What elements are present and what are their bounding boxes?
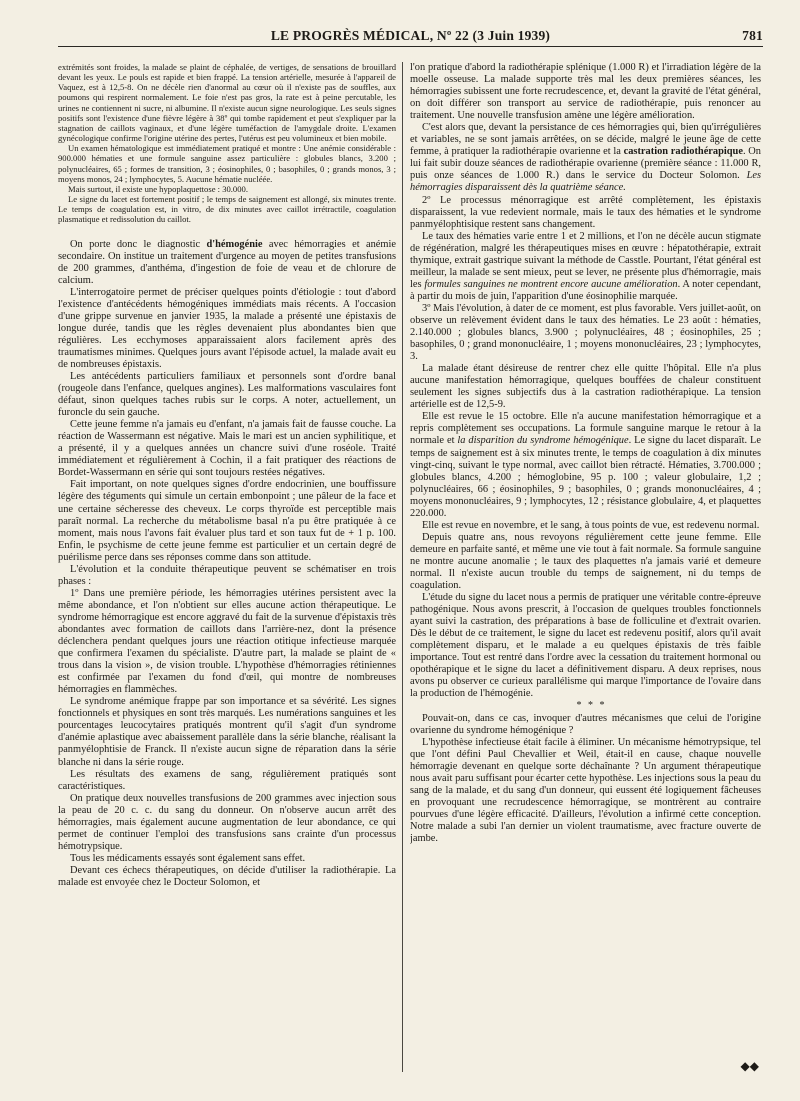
paragraph: Devant ces échecs thérapeutiques, on décide d'utiliser la radiothérapie. La malade est envoyée chez le Docteur Solomon, et bbox=[58, 864, 396, 888]
paragraph: L'étude du signe du lacet nous a permis de pratiquer une véritable contre-épreuve pathogénique. Nous avons prescrit, à l'occasion de quelques troubles fonctionnels ayant suivi la castration, des préparations à base de folliculine et d'extrait ovarien. Dès le début de ce traitement, le signe du lacet est redevenu positif, alors qu'il avait complètement disparu, et le malade a eu quelques épistaxis de très faible importance. Tout est rentré dans l'ordre avec la cessation du traitement hormonal ou opothérapique et le signe du lacet a définitivement disparu. A deux reprises, nous avons pu observer ce curieux parallélisme qui marque l'importance de l'ovaire dans la production de l'hémogénie. bbox=[410, 592, 761, 700]
paragraph: Les antécédents particuliers familiaux et personnels sont d'ordre banal (rougeole dans l'enfance, quelques angines). Les malformations vasculaires font défaut, sinon quelques taches rubis sur le corps. A noter, actuellement, un furoncle du sein gauche. bbox=[58, 371, 396, 419]
paragraph: Pouvait-on, dans ce cas, invoquer d'autres mécanismes que celui de l'origine ovarienne du syndrome hémogénique ? bbox=[410, 712, 761, 736]
paragraph: Elle est revue en novembre, et le sang, à tous points de vue, est redevenu normal. bbox=[422, 519, 760, 531]
paragraph: Mais surtout, il existe une hypoplaquettose : 30.000. bbox=[68, 183, 248, 194]
paragraph: La malade étant désireuse de rentrer chez elle quitte l'hôpital. Elle n'a plus aucune manifestation hémorragique, quelques bouffées de chaleur constituent seulement les signes subjectifs dus à la castration radiothérapique. La tension artérielle est de 12,5-9. bbox=[410, 363, 761, 411]
paragraph: Tous les médicaments essayés sont également sans effet. bbox=[70, 852, 306, 864]
section-separator-asterisks: * * * bbox=[576, 700, 607, 712]
paragraph: Un examen hématologique est immédiatement pratiqué et montre : Une anémie considérable : 900.000 hématies et une formule sanguine assez particulière : globules blancs, 3.200 ; polynucléaires, 65 ; formes de transition, 3 ; éosinophiles, 0 ; basophiles, 0 ; grands monos, 3 ; moyens monos, 24 ; lymphocytes, 5. Aucune hématie nucléée. bbox=[58, 143, 396, 184]
case-observation-small-print bbox=[58, 62, 396, 225]
paragraph: 3º Mais l'évolution, à dater de ce moment, est plus favorable. Vers juillet-août, on observe un relèvement évident dans le taux des hématies. Le 23 août : hématies, 2.140.000 ; globules blancs, 3.900 ; polynucléaires, 48 ; éosinophiles, 25 ; basophiles, 0 ; grand mononucléaire, 1 ; moyens mononucléaires, 23 ; lymphocytes, 3. bbox=[410, 302, 761, 363]
paragraph: Cette jeune femme n'a jamais eu d'enfant, n'a jamais fait de fausse couche. La réaction de Wassermann est négative. Mais le mari est un ancien syphilitique, et a présenté, il y a quelques années un chancre suivi d'une roséole. Traité immédiatement et régulièrement à Cochin, il a fait pratiquer des réactions de Bordet-Wassermann en série qui sont toujours restées négatives. bbox=[58, 419, 396, 479]
italic-emphasis: la disparition du syndrome hémogénique bbox=[457, 435, 629, 447]
paragraph: Le taux des hématies varie entre 1 et 2 millions, et l'on ne décèle aucun stigmate de régénération, malgré les thérapeutiques mises en œuvre : hépatothérapie, extrait thymique, extrait gastrique suivant la méthode de Casstle. Pourtant, l'état général est meilleur, la malade se sent mieux, peut se lever, ne présente plus d'hémorragie, mais les formules sanguines ne montrent encore aucune amélioration. A noter cependant, à partir du mois de juin, l'apparition d'une éosinophilie marquée. bbox=[410, 230, 761, 302]
paragraph: Elle est revue le 15 octobre. Elle n'a aucune manifestation hémorragique et a repris complètement ses occupations. La formule sanguine marque le retour à la normale et la disparition du syndrome hémogénique. Le signe du lacet disparaît. Le temps de saignement est à six minutes trente, le temps de coagulation à dix minutes vingt-cinq, suivant le type normal, avec caillot bien rétracté. Hématies, 3.700.000 ; globules blancs, 4.200 ; hémoglobine, 95 p. 100 ; valeur globulaire, 1,2 ; polynucléaires, 66 ; éosinophiles, 9 ; basophiles, 0 ; grands mononucléaires, 4 ; moyens mononucléaires, 9 ; lymphocytes, 12 ; résistance globulaire, 4, et plaquettes 220.000. bbox=[410, 411, 761, 519]
paragraph: On pratique deux nouvelles transfusions de 200 grammes avec injection sous la peau de 20 c. c. du sang du donneur. On n'observe aucun arrêt des hémorragies, mais également aucune augmentation de leur abondance, ce qui permet de continuer l'emploi des transfusions sans crainte d'un processus hémotrypsique. bbox=[58, 792, 396, 852]
right-column bbox=[410, 62, 761, 1072]
bold-term: d'hémogénie bbox=[206, 238, 263, 250]
left-column bbox=[58, 62, 396, 1072]
paragraph: 2º Le processus ménorragique est arrêté complètement, les épistaxis disparaissent, la vue redevient normale, mais le taux des hématies et le syndrome panmyélophtisique restent sans changement. bbox=[410, 194, 761, 230]
column-rule bbox=[402, 62, 403, 1072]
page-number: 781 bbox=[742, 28, 763, 43]
paragraph: extrémités sont froides, la malade se plaint de céphalée, de vertiges, de sensations de brouillard devant les yeux. Le pouls est rapide et bien frappé. La tension artérielle, mesurée à l'appareil de Vaquez, est à 12,5-8. On ne décèle rien d'anormal au cœur où il n'existe pas de souffles, aux poumons qui respirent normalement. Le foie n'est pas gros, la rate est à peine percutable, les urines ne contiennent ni sucre, ni albumine. Il n'existe aucun signe neurologique. Les seuls signes positifs sont l'existence d'une fièvre légère à 38º qui tombe rapidement et peut s'expliquer par la stagnation de caillots vaginaux, et d'une légère tuméfaction de l'amygdale droite. L'examen gynécologique confirme l'origine utérine des pertes, l'utérus est peu volumineux et bien mobile. bbox=[58, 62, 396, 144]
paragraph: On porte donc le diagnostic d'hémogénie avec hémorragies et anémie secondaire. On institue un traitement d'urgence au moyen de petites transfusions de 200 grammes, d'anthéma, d'ingestion de foie de veau et de chlorure de calcium. bbox=[58, 238, 396, 286]
paragraph: L'hypothèse infectieuse était facile à éliminer. Un mécanisme hémotrypsique, tel que l'ont défini Paul Chevallier et Weil, était-il en cause, chaque nouvelle hémorragie devenant en quelque sorte déchaînante ? Un argument thérapeutique nous avait paru suffisant pour écarter cette hypothèse. Les injections sous la peau du sang de la malade, et du sang d'un donneur, qui eussent été logiquement fâcheuses en provoquant une recrudescence hémorragique, se montrèrent au contraire pourvues d'une légère efficacité. D'ailleurs, l'évolution a infirmé cette conception. Notre malade a subi l'an dernier un violent traumatisme, avec fracture ouverte de jambe. bbox=[410, 736, 761, 844]
journal-title: LE PROGRÈS MÉDICAL, Nº 22 (3 Juin 1939) bbox=[270, 28, 551, 43]
paragraph: Les résultats des examens de sang, régulièrement pratiqués sont caractéristiques. bbox=[58, 768, 396, 792]
paragraph: Le syndrome anémique frappe par son importance et sa sévérité. Les signes fonctionnels et physiques en sont très marqués. Les numérations sanguines et les pourcentages leucocytaires pratiqués montrent qu'il s'agit d'un syndrome d'anémie aplastique avec abaissement parallèle dans la série blanche, réalisant la panmyélophtisie de Franck. Il n'existe aucun signe de réparation dans la série blanche ni dans la série rouge. bbox=[58, 696, 396, 768]
paragraph: L'évolution et la conduite thérapeutique peuvent se schématiser en trois phases : bbox=[58, 563, 396, 587]
paragraph: Depuis quatre ans, nous revoyons régulièrement cette jeune femme. Elle demeure en parfaite santé, et même une vie tout à fait normale. Sa formule sanguine ne montre aucune anomalie ; le taux des plaquettes n'a jamais varié et demeure normal. Il n'existe aucun trouble du temps de saignement, ni du temps de coagulation. bbox=[410, 531, 761, 592]
paragraph: C'est alors que, devant la persistance de ces hémorragies qui, bien qu'irrégulières et variables, ne se sont jamais arrêtées, on se décide, malgré le jeune âge de cette femme, à pratiquer la radiothérapie ovarienne et la castration radiothérapique. On lui fait subir douze séances de radiothérapie ovarienne (première séance : 11.000 R, puis onze séances de 1.000 R.) dans le service du Docteur Solomon. Les hémorragies disparaissent dès la quatrième séance. bbox=[410, 122, 761, 194]
paragraph: l'on pratique d'abord la radiothérapie splénique (1.000 R) et l'irradiation légère de la moelle osseuse. La malade supporte très mal les deux premières séances, les hémorragies subissent une forte recrudescence, et, devant la gravité de l'état général, on doit différer son transport au service de radiothérapie, puis renoncer au traitement. Une nouvelle transfusion amène une légère amélioration. bbox=[410, 62, 761, 122]
paragraph: Fait important, on note quelques signes d'ordre endocrinien, une bouffissure légère des téguments qui simule un certain embonpoint ; une pâleur de la face et une certaine sécheresse des cheveux. Le corps thyroïde est perceptible mais paraît normal. La recherche du métabolisme basal n'a pu être pratiquée à ce moment, mais nous l'avons fait évaluer plus tard et son taux fut de + 1 p. 100. Enfin, le psychisme de cette jeune femme est particulier et un certain degré de puérilisme perce dans ses réponses comme dans son attitude. bbox=[58, 479, 396, 563]
paragraph: Le signe du lacet est fortement positif ; le temps de saignement est allongé, six minutes trente. Le temps de coagulation est, in vitro, de dix minutes avec caillot irrétractile, coagulation plasmatique et redissolution du caillot. bbox=[58, 194, 396, 225]
paragraph: 1º Dans une première période, les hémorragies utérines persistent avec la même abondance, et l'on n'obtient sur elles aucune action thérapeutique. Le syndrome hémorragique est encore aggravé du fait de la survenue d'épistaxis très abondantes avec formation de caillots dans l'arrière-nez, dont la présence déclenchera pendant quelques jours une réaction otitique infectieuse marquée que confirmera l'examen du spécialiste. D'autre part, la malade se plaint de « trous dans la vision », de vision trouble. L'hypothèse d'hémorragies rétiniennes est confirmée par l'examen du fond d'œil, qui montre de nombreuses hémorragies en flammèches. bbox=[58, 587, 396, 696]
italic-emphasis: formules sanguines ne montrent encore aucune amélioration bbox=[424, 278, 678, 290]
running-header bbox=[58, 28, 763, 47]
paragraph: L'interrogatoire permet de préciser quelques points d'étiologie : tout d'abord l'existence d'antécédents hémogéniques immédiats mais récents. A l'occasion d'une grippe survenue en janvier 1935, la malade a présenté une épistaxis de longue durée, tandis que les règles devenaient plus abondantes bien que régulières. Les ecchymoses apparaissaient alors facilement après des traumatismes minimes. Quelques jours avant l'épisode actuel, la malade avait eu de nombreuses épistaxis. bbox=[58, 286, 396, 370]
bold-term: castration radiothérapique bbox=[623, 146, 743, 158]
text-columns bbox=[58, 62, 763, 1072]
italic-emphasis: Les hémorragies disparaissent dès la quatrième séance. bbox=[410, 170, 761, 194]
end-ornament: ◆◆ bbox=[740, 1058, 759, 1072]
